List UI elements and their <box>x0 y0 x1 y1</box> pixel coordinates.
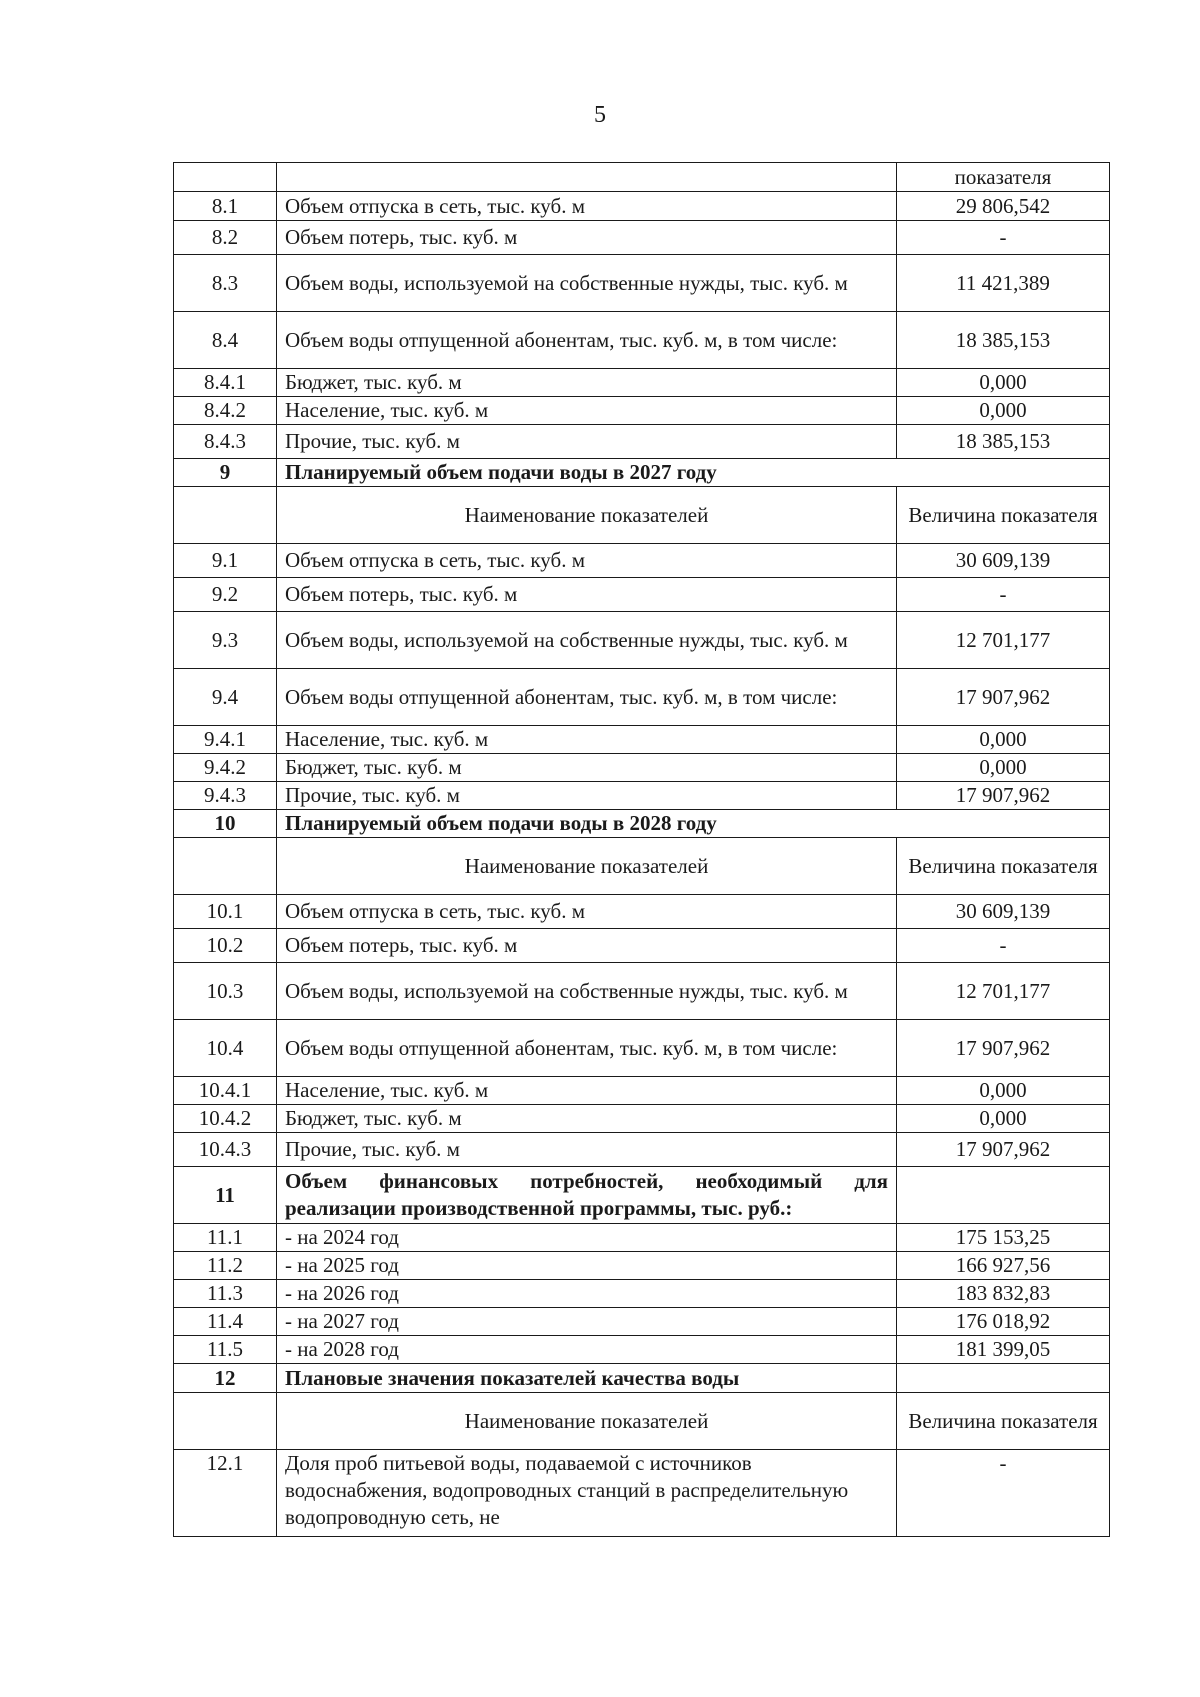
section-row <box>174 1167 1110 1224</box>
row-value: 0,000 <box>897 1077 1110 1105</box>
row-number: 8.4.2 <box>174 397 277 425</box>
column-header-name: Наименование показателей <box>277 1393 897 1450</box>
table-row <box>174 612 1110 669</box>
row-number: 11.5 <box>174 1336 277 1364</box>
row-number: 10.2 <box>174 929 277 963</box>
row-value: 17 907,962 <box>897 1133 1110 1167</box>
table-row <box>174 255 1110 312</box>
row-value: 176 018,92 <box>897 1308 1110 1336</box>
table-row <box>174 1020 1110 1077</box>
row-number: 8.4 <box>174 312 277 369</box>
table-row <box>174 397 1110 425</box>
row-value: 17 907,962 <box>897 669 1110 726</box>
row-number: 10.4.2 <box>174 1105 277 1133</box>
row-text: Объем воды, используемой на собственные нужды, тыс. куб. м <box>277 612 897 669</box>
row-value: 11 421,389 <box>897 255 1110 312</box>
row-text: Объем воды отпущенной абонентам, тыс. куб. м, в том числе: <box>277 1020 897 1077</box>
row-value: 18 385,153 <box>897 312 1110 369</box>
row-value: 30 609,139 <box>897 544 1110 578</box>
table-row <box>174 726 1110 754</box>
row-value: 29 806,542 <box>897 192 1110 221</box>
row-value: 17 907,962 <box>897 782 1110 810</box>
row-text: Прочие, тыс. куб. м <box>277 1133 897 1167</box>
section-title: Плановые значения показателей качества воды <box>277 1364 897 1393</box>
row-number: 9.4 <box>174 669 277 726</box>
row-number: 10.4.3 <box>174 1133 277 1167</box>
column-header-value: Величина показателя <box>897 1393 1110 1450</box>
row-number: 8.4.1 <box>174 369 277 397</box>
row-value: 0,000 <box>897 397 1110 425</box>
row-text: Объем отпуска в сеть, тыс. куб. м <box>277 544 897 578</box>
row-number: 8.2 <box>174 221 277 255</box>
header-row <box>174 838 1110 895</box>
row-number: 11.2 <box>174 1252 277 1280</box>
row-value: 183 832,83 <box>897 1280 1110 1308</box>
row-number: 10.4.1 <box>174 1077 277 1105</box>
row-value: 12 701,177 <box>897 963 1110 1020</box>
row-value: - <box>897 1450 1110 1537</box>
row-text: Прочие, тыс. куб. м <box>277 425 897 459</box>
row-value: 18 385,153 <box>897 425 1110 459</box>
row-text: Объем воды, используемой на собственные нужды, тыс. куб. м <box>277 963 897 1020</box>
row-number: 11.3 <box>174 1280 277 1308</box>
row-value: 175 153,25 <box>897 1224 1110 1252</box>
section-title: Объем финансовых потребностей, необходимый для реализации производственной программы, тыс. руб.: <box>277 1167 897 1224</box>
row-text: - на 2024 год <box>277 1224 897 1252</box>
row-number: 10.4 <box>174 1020 277 1077</box>
row-text: Объем отпуска в сеть, тыс. куб. м <box>277 895 897 929</box>
row-text <box>277 163 897 192</box>
section-title: Планируемый объем подачи воды в 2027 году <box>277 459 1110 487</box>
row-number: 10.3 <box>174 963 277 1020</box>
table-row <box>174 929 1110 963</box>
row-text: Объем потерь, тыс. куб. м <box>277 221 897 255</box>
table-row <box>174 578 1110 612</box>
section-row <box>174 1364 1110 1393</box>
table-row <box>174 544 1110 578</box>
row-value: показателя <box>897 163 1110 192</box>
row-number: 8.3 <box>174 255 277 312</box>
row-number <box>174 487 277 544</box>
row-number: 8.1 <box>174 192 277 221</box>
row-number: 9.4.3 <box>174 782 277 810</box>
row-value: 0,000 <box>897 726 1110 754</box>
row-value: 12 701,177 <box>897 612 1110 669</box>
section-number: 12 <box>174 1364 277 1393</box>
row-value: 0,000 <box>897 1105 1110 1133</box>
row-number: 9.4.2 <box>174 754 277 782</box>
column-header-value: Величина показателя <box>897 838 1110 895</box>
row-number: 12.1 <box>174 1450 277 1537</box>
row-value: 17 907,962 <box>897 1020 1110 1077</box>
row-text: Прочие, тыс. куб. м <box>277 782 897 810</box>
row-text: - на 2026 год <box>277 1280 897 1308</box>
section-number: 11 <box>174 1167 277 1224</box>
table-row <box>174 782 1110 810</box>
table-row <box>174 895 1110 929</box>
column-header-value: Величина показателя <box>897 487 1110 544</box>
row-value: 0,000 <box>897 754 1110 782</box>
row-text: Объем воды, используемой на собственные нужды, тыс. куб. м <box>277 255 897 312</box>
row-text: Бюджет, тыс. куб. м <box>277 1105 897 1133</box>
row-text: - на 2028 год <box>277 1336 897 1364</box>
table-row <box>174 1077 1110 1105</box>
table-row <box>174 192 1110 221</box>
row-number: 9.3 <box>174 612 277 669</box>
row-number <box>174 163 277 192</box>
row-value: 181 399,05 <box>897 1336 1110 1364</box>
table-row <box>174 963 1110 1020</box>
column-header-name: Наименование показателей <box>277 838 897 895</box>
row-value: - <box>897 578 1110 612</box>
table-row <box>174 1336 1110 1364</box>
row-value: 0,000 <box>897 369 1110 397</box>
table-row <box>174 1224 1110 1252</box>
row-value <box>897 1364 1110 1393</box>
section-number: 9 <box>174 459 277 487</box>
row-number: 8.4.3 <box>174 425 277 459</box>
row-number: 11.1 <box>174 1224 277 1252</box>
row-number: 9.2 <box>174 578 277 612</box>
row-number: 10.1 <box>174 895 277 929</box>
row-value: 30 609,139 <box>897 895 1110 929</box>
indicators-table <box>173 162 1110 1537</box>
row-text: Бюджет, тыс. куб. м <box>277 369 897 397</box>
row-text: Бюджет, тыс. куб. м <box>277 754 897 782</box>
table-row <box>174 369 1110 397</box>
row-number <box>174 1393 277 1450</box>
section-title: Планируемый объем подачи воды в 2028 году <box>277 810 1110 838</box>
row-number: 11.4 <box>174 1308 277 1336</box>
row-text: Население, тыс. куб. м <box>277 726 897 754</box>
row-text: Объем отпуска в сеть, тыс. куб. м <box>277 192 897 221</box>
section-row <box>174 810 1110 838</box>
row-number <box>174 838 277 895</box>
column-header-name: Наименование показателей <box>277 487 897 544</box>
table-row <box>174 1308 1110 1336</box>
table-row <box>174 1450 1110 1537</box>
row-text: Доля проб питьевой воды, подаваемой с источников водоснабжения, водопроводных станций в распределительную водопроводную сеть, не <box>277 1450 897 1537</box>
row-text: Объем воды отпущенной абонентам, тыс. куб. м, в том числе: <box>277 312 897 369</box>
section-number: 10 <box>174 810 277 838</box>
row-number: 9.4.1 <box>174 726 277 754</box>
row-value: 166 927,56 <box>897 1252 1110 1280</box>
row-value: - <box>897 221 1110 255</box>
table-row <box>174 754 1110 782</box>
table-row <box>174 221 1110 255</box>
header-row <box>174 487 1110 544</box>
row-text: - на 2025 год <box>277 1252 897 1280</box>
row-number: 9.1 <box>174 544 277 578</box>
header-row <box>174 1393 1110 1450</box>
table-row <box>174 312 1110 369</box>
table-row <box>174 669 1110 726</box>
table-row <box>174 1133 1110 1167</box>
row-text: Объем потерь, тыс. куб. м <box>277 578 897 612</box>
table-row <box>174 1105 1110 1133</box>
row-text: Объем воды отпущенной абонентам, тыс. куб. м, в том числе: <box>277 669 897 726</box>
row-text: Население, тыс. куб. м <box>277 397 897 425</box>
table-row <box>174 1280 1110 1308</box>
table-row <box>174 425 1110 459</box>
table-row <box>174 1252 1110 1280</box>
row-text: Население, тыс. куб. м <box>277 1077 897 1105</box>
page-number: 5 <box>594 102 606 128</box>
table-row <box>174 163 1110 192</box>
row-value <box>897 1167 1110 1224</box>
row-text: - на 2027 год <box>277 1308 897 1336</box>
section-row <box>174 459 1110 487</box>
row-value: - <box>897 929 1110 963</box>
row-text: Объем потерь, тыс. куб. м <box>277 929 897 963</box>
